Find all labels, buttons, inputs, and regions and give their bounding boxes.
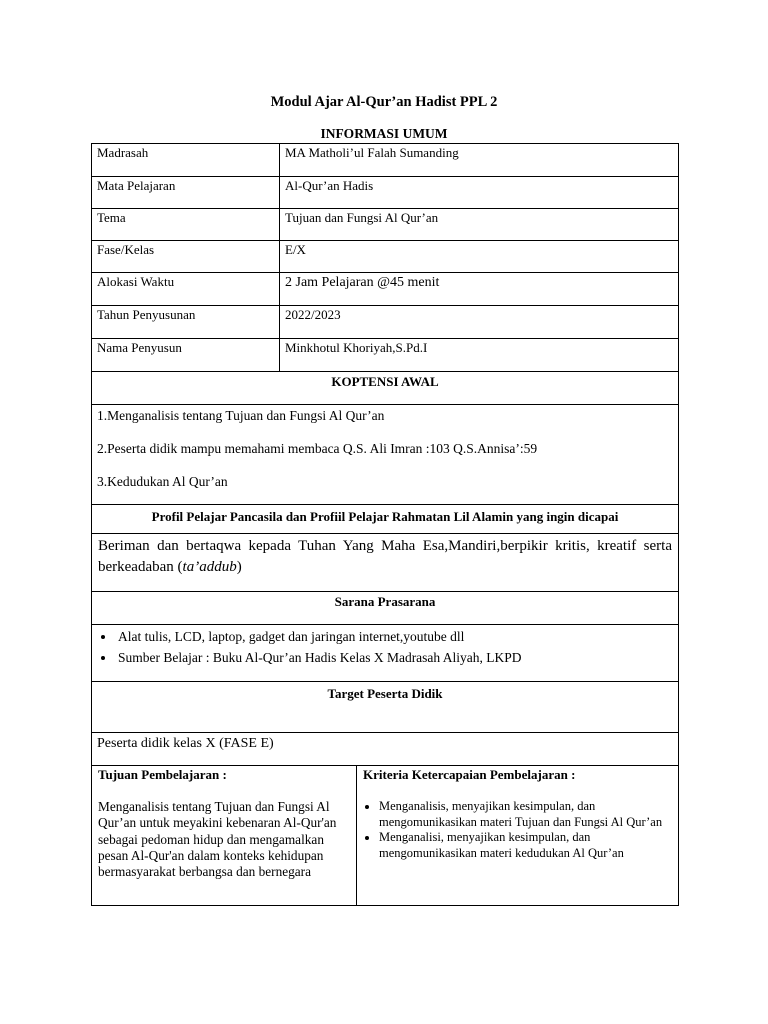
profil-body-row bbox=[92, 534, 679, 592]
info-label: Mata Pelajaran bbox=[97, 178, 176, 193]
sarana-item: • Alat tulis, LCD, laptop, gadget dan jaringan internet,youtube dll bbox=[116, 626, 678, 647]
info-value: 2022/2023 bbox=[285, 307, 341, 322]
info-row-fase-kelas bbox=[92, 241, 679, 273]
target-heading: Target Peserta Didik bbox=[327, 686, 443, 701]
sarana-heading-row bbox=[92, 592, 679, 625]
kompetensi-heading-row bbox=[92, 372, 679, 405]
info-heading: INFORMASI UMUM bbox=[320, 126, 448, 141]
sarana-list bbox=[92, 625, 678, 668]
profil-text bbox=[92, 534, 678, 578]
info-row-mata-pelajaran bbox=[92, 177, 679, 209]
tujuan-heading: Tujuan Pembelajaran : bbox=[98, 767, 227, 782]
kompetensi-item: 1.Menganalisis tentang Tujuan dan Fungsi Al Qur’an bbox=[97, 408, 385, 423]
info-value: MA Matholi’ul Falah Sumanding bbox=[285, 145, 459, 160]
profil-text-italic: ta’addub bbox=[182, 559, 237, 575]
info-table bbox=[91, 143, 679, 766]
profil-text-main: Beriman dan bertaqwa kepada Tuhan Yang Maha Esa,Mandiri,berpikir kritis, kreatif serta berkeadaban ( bbox=[98, 538, 672, 575]
info-value: Al-Qur’an Hadis bbox=[285, 178, 374, 193]
sarana-heading: Sarana Prasarana bbox=[334, 594, 436, 609]
info-label: Madrasah bbox=[97, 145, 149, 160]
kompetensi-heading: KOPTENSI AWAL bbox=[331, 374, 439, 389]
info-row-tema bbox=[92, 209, 679, 241]
info-value: Tujuan dan Fungsi Al Qur’an bbox=[285, 210, 439, 225]
info-label: Nama Penyusun bbox=[97, 340, 182, 355]
info-label: Tahun Penyusunan bbox=[97, 307, 196, 322]
kompetensi-body-row bbox=[92, 405, 679, 505]
profil-heading-row bbox=[92, 505, 679, 534]
document-title: Modul Ajar Al-Qur’an Hadist PPL 2 bbox=[270, 94, 498, 110]
target-body-row bbox=[92, 733, 679, 766]
profil-heading: Profil Pelajar Pancasila dan Profiil Pelajar Rahmatan Lil Alamin yang ingin dicapai bbox=[151, 509, 619, 524]
info-label: Tema bbox=[97, 210, 126, 225]
kompetensi-item: 3.Kedudukan Al Qur’an bbox=[97, 474, 228, 489]
target-heading-row bbox=[92, 682, 679, 733]
info-value: E/X bbox=[285, 242, 306, 257]
target-text: Peserta didik kelas X (FASE E) bbox=[97, 736, 274, 751]
info-row-alokasi-waktu bbox=[92, 273, 679, 306]
info-value: 2 Jam Pelajaran @45 menit bbox=[285, 275, 440, 290]
tujuan-text: Menganalisis tentang Tujuan dan Fungsi Al Qur’an untuk meyakini kebenaran Al-Qur'an sebagai pedoman hidup dan mengamalkan pesan Al-Qur'an dalam konteks kehidupan bermasyarakat berbangsa dan bernegara bbox=[98, 799, 337, 880]
info-label: Alokasi Waktu bbox=[97, 274, 175, 289]
kriteria-item: • Menganalisis, menyajikan kesimpulan, dan mengomunikasikan materi Tujuan dan Fungsi Al Qur’an bbox=[379, 799, 678, 830]
sarana-body-row bbox=[92, 625, 679, 682]
info-row-nama-penyusun bbox=[92, 339, 679, 372]
sarana-item: • Sumber Belajar : Buku Al-Qur’an Hadis Kelas X Madrasah Aliyah, LKPD bbox=[116, 647, 678, 668]
info-label: Fase/Kelas bbox=[97, 242, 155, 257]
kriteria-list bbox=[357, 799, 678, 861]
kompetensi-item: 2.Peserta didik mampu memahami membaca Q.S. Ali Imran :103 Q.S.Annisa’:59 bbox=[97, 441, 538, 456]
info-value: Minkhotul Khoriyah,S.Pd.I bbox=[285, 340, 428, 355]
profil-text-end: ) bbox=[236, 559, 242, 575]
kriteria-item: • Menganalisi, menyajikan kesimpulan, dan mengomunikasikan materi kedudukan Al Qur’an bbox=[379, 830, 678, 861]
objectives-table bbox=[91, 765, 679, 906]
info-row-madrasah bbox=[92, 144, 679, 177]
kriteria-heading: Kriteria Ketercapaian Pembelajaran : bbox=[363, 767, 576, 782]
info-row-tahun-penyusunan bbox=[92, 306, 679, 339]
